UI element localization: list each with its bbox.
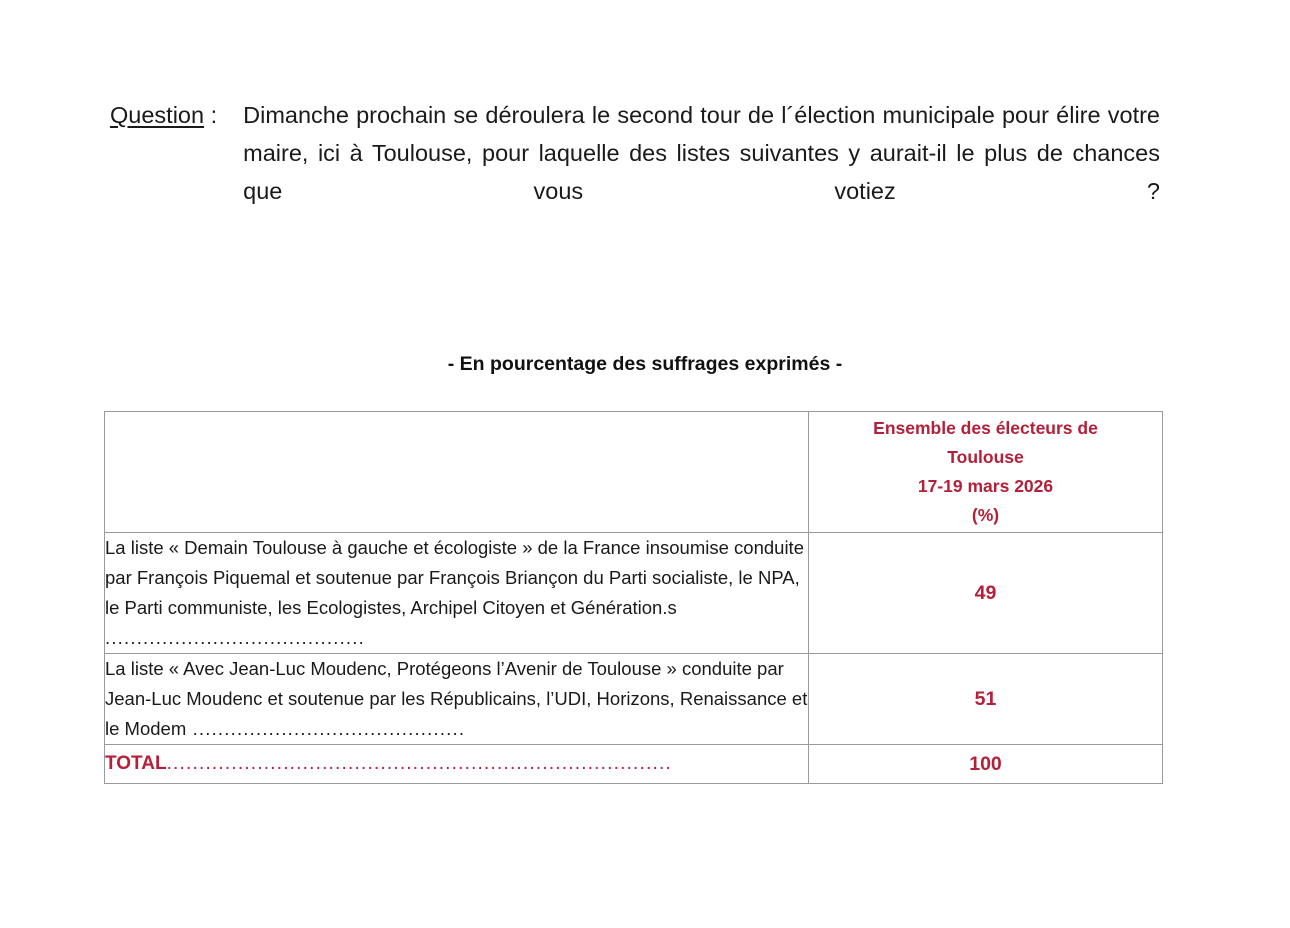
- row-label-cell: [105, 533, 809, 654]
- question-label: [110, 96, 223, 134]
- header-line-1: Ensemble des électeurs de: [873, 418, 1098, 438]
- total-value-cell: 100: [809, 745, 1163, 784]
- row-label-cell: [105, 654, 809, 745]
- row-dots: ...........................................: [186, 718, 466, 739]
- question-text: Dimanche prochain se déroulera le second tour de l´élection municipale pour élire votre maire, ici à Toulouse, pour laquelle des listes suivantes y aurait-il le plus de chances que vous votiez ?: [243, 102, 1160, 204]
- header-line-4: (%): [971, 505, 1000, 525]
- total-label-text: TOTAL: [105, 753, 167, 774]
- table-total-row: [105, 745, 1163, 784]
- row-label-text: La liste « Demain Toulouse à gauche et écologiste » de la France insoumise conduite par François Piquemal et soutenue par François Briançon du Parti socialiste, le NPA, le Parti communiste, les Ecologistes, Archipel Citoyen et Génération.s: [105, 537, 804, 618]
- header-line-2: Toulouse: [947, 447, 1024, 467]
- question-block: [110, 96, 1160, 248]
- row-dots: .........................................: [105, 627, 365, 648]
- table-header-row: [105, 412, 1163, 533]
- question-label-separator: :: [204, 102, 218, 128]
- row-label-text: La liste « Avec Jean-Luc Moudenc, Protégeons l’Avenir de Toulouse » conduite par Jean-Luc Moudenc et soutenue par les Républicains, l’UDI, Horizons, Renaissance et le Modem: [105, 658, 808, 739]
- total-dots: ..............................................................................: [166, 753, 672, 774]
- results-table-wrapper: [104, 411, 1162, 784]
- header-line-3: 17-19 mars 2026: [917, 476, 1054, 496]
- table-row: [105, 654, 1163, 745]
- table-row: [105, 533, 1163, 654]
- table-header-value-cell: [809, 412, 1163, 533]
- row-value-cell: 51: [809, 654, 1163, 745]
- question-label-word: Question: [110, 102, 205, 128]
- results-table: [104, 411, 1163, 784]
- table-header-blank-cell: [105, 412, 809, 533]
- row-value-cell: 49: [809, 533, 1163, 654]
- subtitle: - En pourcentage des suffrages exprimés -: [447, 353, 843, 375]
- total-label-cell: [105, 745, 809, 784]
